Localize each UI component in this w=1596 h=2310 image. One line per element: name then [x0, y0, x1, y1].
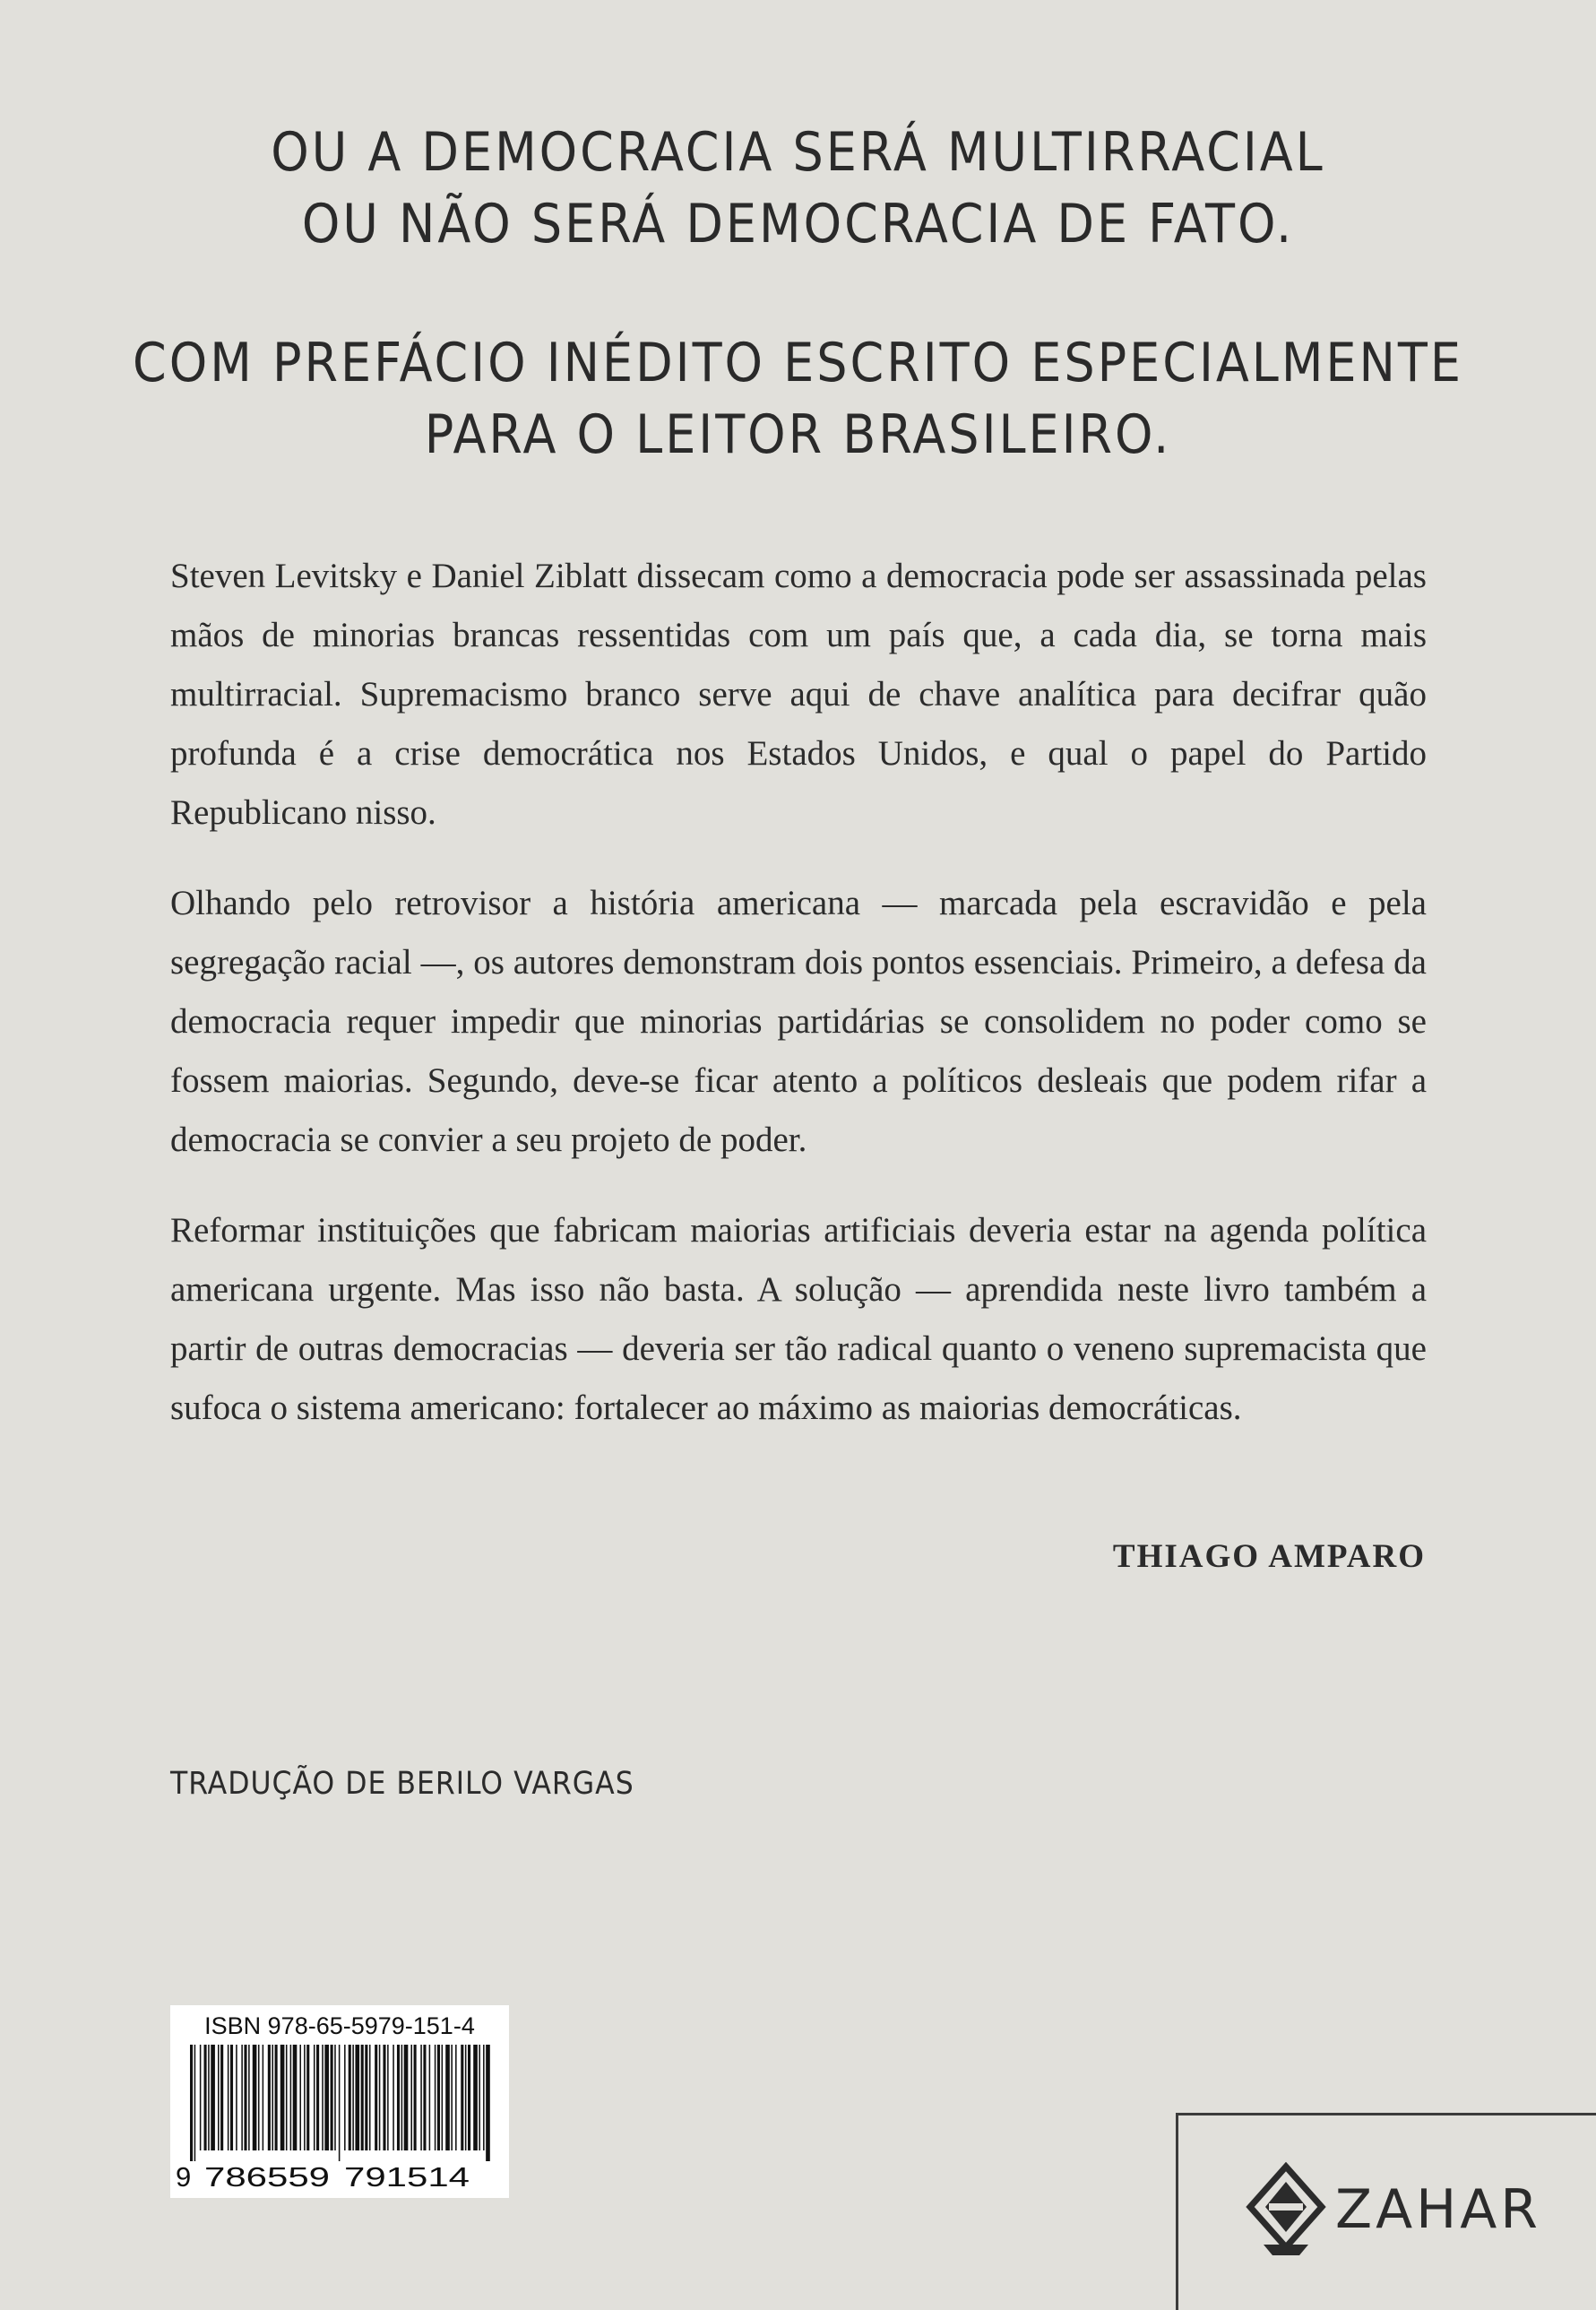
isbn-barcode: [170, 2005, 509, 2198]
barcode-bar: [220, 2045, 223, 2150]
headline-secondary-line-1: COM PREFÁCIO INÉDITO ESCRITO ESPECIALMENTE: [133, 332, 1463, 394]
barcode-bar: [465, 2045, 467, 2150]
barcode-bar: [228, 2045, 229, 2150]
barcode-bar: [236, 2045, 237, 2150]
barcode-bar: [383, 2045, 385, 2150]
barcode-bar: [486, 2045, 490, 2161]
barcode-bar: [355, 2045, 359, 2150]
barcode-bar: [268, 2045, 271, 2150]
barcode-bar: [258, 2045, 260, 2150]
barcode-bar: [244, 2045, 246, 2150]
barcode-bar: [401, 2045, 403, 2150]
headline-secondary-line-2: PARA O LEITOR BRASILEIRO.: [424, 403, 1172, 466]
barcode-bar: [352, 2045, 354, 2150]
barcode-bar: [375, 2045, 377, 2150]
barcode-bar: [272, 2045, 273, 2150]
barcode-bar: [339, 2045, 341, 2161]
publisher-logo: [1246, 2162, 1541, 2261]
barcode-digits-left: 786559: [204, 2161, 330, 2193]
barcode-bar: [473, 2045, 478, 2150]
barcode-bar: [322, 2045, 324, 2150]
barcode-bar: [344, 2045, 346, 2150]
barcode-bar: [479, 2045, 480, 2150]
barcode-bar: [194, 2045, 196, 2161]
barcode-bar: [361, 2045, 364, 2150]
barcode-bar: [200, 2045, 202, 2150]
barcode-bar: [369, 2045, 371, 2150]
body-paragraph-1: [170, 547, 1427, 843]
body-paragraph-3: [170, 1201, 1427, 1438]
barcode-bar: [241, 2045, 243, 2150]
barcode-bar: [290, 2045, 292, 2150]
barcode-bar: [404, 2045, 409, 2150]
barcode-bar: [420, 2045, 422, 2150]
barcode-bar: [280, 2045, 285, 2150]
headline-primary-line-1: OU A DEMOCRACIA SERÁ MULTIRRACIAL: [271, 121, 1325, 184]
paragraph-text: Olhando pelo retrovisor a história americana — marcada pela escravidão e pela segregação racial —, os autores demonstram dois pontos essenciais. Primeiro, a defesa da democracia requer impedir que minorias partidárias se consolidem no poder como se fossem maiorias. Segundo, deve-se ficar atento a políticos desleais que podem rifar a democracia se convier a seu projeto de poder.: [170, 884, 1427, 1159]
barcode-bar: [349, 2045, 351, 2150]
barcode-bar: [429, 2045, 431, 2150]
barcode-bar: [190, 2045, 193, 2161]
barcode-bar: [483, 2045, 485, 2150]
barcode-bar: [445, 2045, 450, 2150]
isbn-label: ISBN 978-65-5979-151-4: [204, 2012, 475, 2039]
headline-primary-line-2: OU NÃO SERÁ DEMOCRACIA DE FATO.: [301, 193, 1295, 255]
barcode-bar: [218, 2045, 220, 2150]
barcode-bar: [461, 2045, 463, 2150]
barcode-bar: [423, 2045, 426, 2150]
barcode-digit-first: 9: [176, 2161, 192, 2193]
publisher-name: ZAHAR: [1335, 2178, 1541, 2241]
barcode-bar: [442, 2045, 444, 2150]
barcode-bar: [248, 2045, 250, 2150]
barcode-digits-right: 791514: [344, 2161, 470, 2193]
barcode-bar: [379, 2045, 381, 2150]
author-signature: THIAGO AMPARO: [1112, 1538, 1426, 1575]
zahar-diamond-logo-icon: [1246, 2162, 1326, 2261]
barcode-bar: [451, 2045, 453, 2150]
barcode-bar: [275, 2045, 278, 2150]
barcode-bar: [387, 2045, 389, 2150]
barcode-bar: [393, 2045, 394, 2150]
barcode-bar: [286, 2045, 288, 2150]
translation-credit: TRADUÇÃO DE BERILO VARGAS: [170, 1766, 634, 1802]
barcode-bar: [316, 2045, 319, 2150]
barcode-bars: [170, 2005, 509, 2198]
barcode-bar: [306, 2045, 309, 2150]
headline-secondary: [0, 327, 1596, 471]
barcode-bar: [263, 2045, 264, 2150]
barcode-bar: [397, 2045, 400, 2150]
barcode-bar: [331, 2045, 333, 2150]
barcode-bar: [365, 2045, 367, 2150]
barcode-bar: [211, 2045, 215, 2150]
headline-primary: [0, 117, 1596, 260]
barcode-bar: [435, 2045, 436, 2150]
barcode-bar: [314, 2045, 315, 2150]
barcode-bar: [230, 2045, 233, 2150]
barcode-bar: [304, 2045, 306, 2150]
barcode-bar: [437, 2045, 440, 2150]
barcode-bar: [208, 2045, 210, 2150]
barcode-bar: [204, 2045, 207, 2150]
barcode-bar: [468, 2045, 470, 2150]
barcode-bar: [455, 2045, 457, 2150]
barcode-bar: [414, 2045, 417, 2150]
barcode-bar: [410, 2045, 412, 2150]
barcode-bar: [334, 2045, 336, 2150]
body-paragraph-2: [170, 874, 1427, 1170]
paragraph-text: Steven Levitsky e Daniel Ziblatt dissecam como a democracia pode ser assassinada pelas mãos de minorias brancas ressentidas com um país que, a cada dia, se torna mais multirracial. Supremacismo branco serve aqui de chave analítica para decifrar quão profunda é a crise democrática nos Estados Unidos, e qual o papel do Partido Republicano nisso.: [170, 557, 1427, 832]
barcode-bar: [299, 2045, 301, 2150]
barcode-bar: [324, 2045, 329, 2150]
barcode-bar: [253, 2045, 257, 2150]
barcode-bar: [293, 2045, 298, 2150]
paragraph-text: Reformar instituições que fabricam maiorias artificiais deveria estar na agenda política americana urgente. Mas isso não basta. A solução — aprendida neste livro também a partir de outras democracias — deveria ser tão radical quanto o veneno supremacista que sufoca o sistema americano: fortalecer ao máximo as maiorias democráticas.: [170, 1211, 1427, 1427]
